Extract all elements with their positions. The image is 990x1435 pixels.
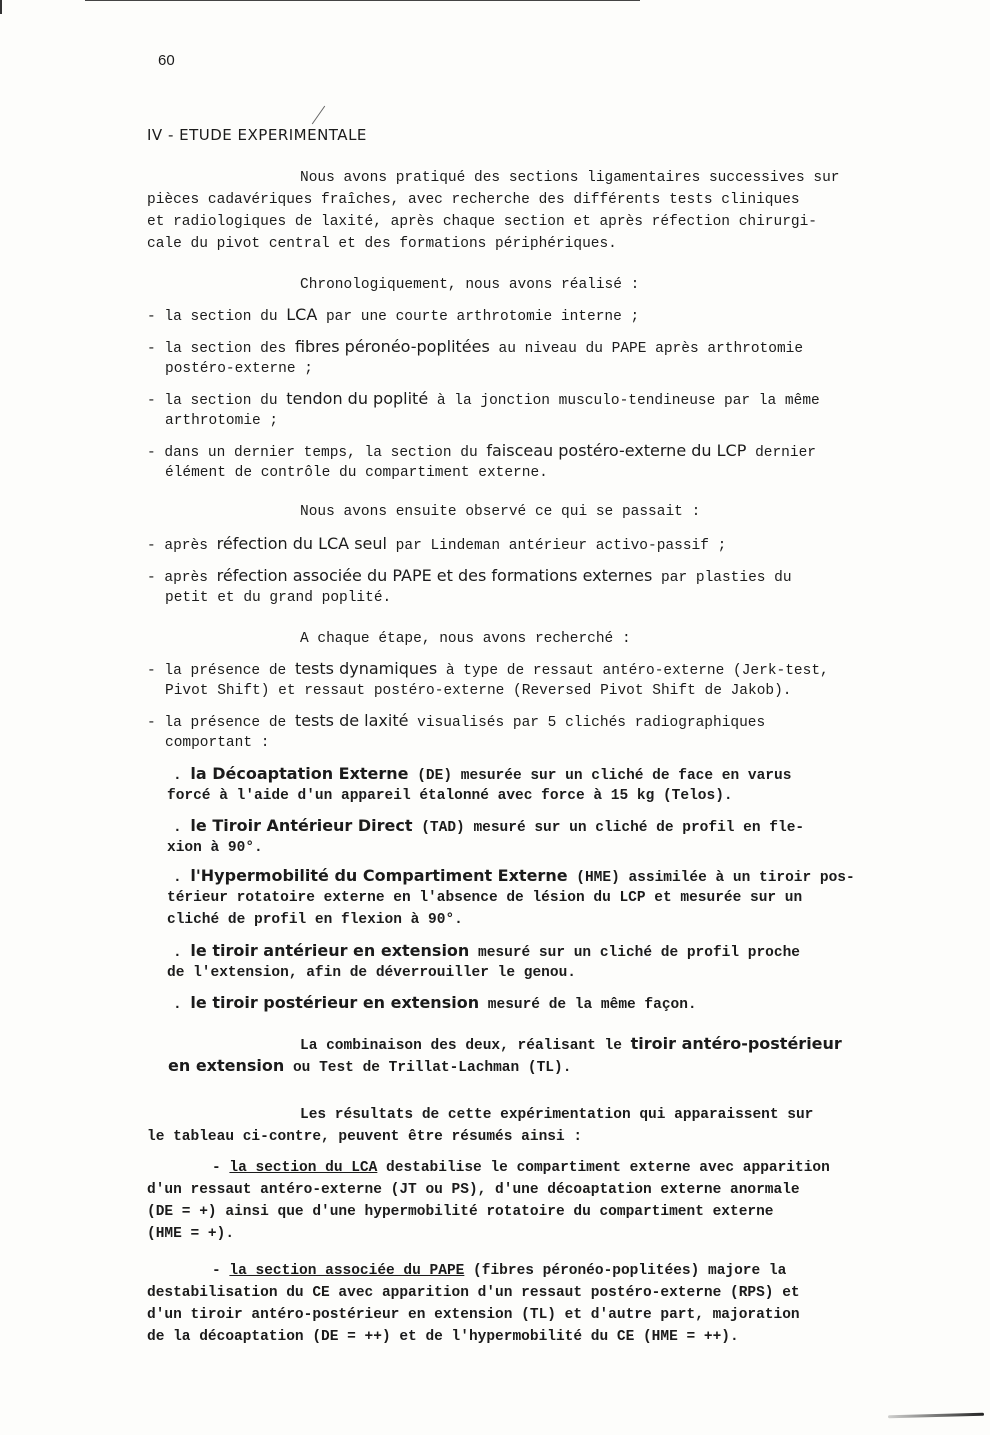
sub-item-4: . le tiroir antérieur en extension mesuré sur un cliché de profil proche — [173, 941, 800, 961]
sub-item-3-cont: térieur rotatoire externe en l'absence de lésion du LCP et mesurée sur un — [167, 890, 803, 906]
combo-line-2: en extension ou Test de Trillat-Lachman (TL). — [168, 1056, 572, 1076]
search-item-2-cont: comportant : — [165, 735, 270, 751]
result-1-line-4: (HME = +). — [147, 1226, 235, 1242]
result-1-line-3: (DE = +) ainsi que d'une hypermobilité rotatoire du compartiment externe — [147, 1204, 774, 1220]
obs-item-2: - après réfection associée du PAPE et des formations externes par plasties du — [147, 566, 792, 586]
sub-item-5: . le tiroir postérieur en extension mesuré de la même façon. — [173, 993, 697, 1013]
chrono-item-3-cont: arthrotomie ; — [165, 413, 279, 429]
results-intro-2: le tableau ci-contre, peuvent être résumés ainsi : — [147, 1129, 583, 1145]
sub-item-3-cont-2: cliché de profil en flexion à 90°. — [167, 912, 463, 928]
search-intro: A chaque étape, nous avons recherché : — [300, 631, 631, 647]
result-2: - la section associée du PAPE (fibres péronéo-poplitées) majore la — [212, 1263, 787, 1279]
sub-item-1-cont: forcé à l'aide d'un appareil étalonné avec force à 15 kg (Telos). — [167, 788, 733, 804]
obs-item-2-cont: petit et du grand poplité. — [165, 590, 392, 606]
chrono-item-2-cont: postéro-externe ; — [165, 361, 313, 377]
chrono-item-4-cont: élément de contrôle du compartiment externe. — [165, 465, 548, 481]
search-item-1: - la présence de tests dynamiques à type de ressaut antéro-externe (Jerk-test, — [147, 659, 829, 679]
sub-item-2-cont: xion à 90°. — [167, 840, 263, 856]
scan-corner-mark — [0, 0, 2, 14]
pen-stroke-mark — [888, 1413, 984, 1419]
combo-line-1: La combinaison des deux, réalisant le tiroir antéro-postérieur — [300, 1034, 842, 1054]
result-1: - la section du LCA destabilise le compartiment externe avec apparition — [212, 1160, 830, 1176]
page-number: 60 — [158, 52, 175, 69]
intro-line-3: et radiologiques de laxité, après chaque section et après réfection chirurgi- — [147, 214, 818, 230]
result-2-line-4: de la décoaptation (DE = ++) et de l'hypermobilité du CE (HME = ++). — [147, 1329, 739, 1345]
chrono-item-4: - dans un dernier temps, la section du faisceau postéro-externe du LCP dernier — [147, 441, 816, 461]
search-item-1-cont: Pivot Shift) et ressaut postéro-externe (Reversed Pivot Shift de Jakob). — [165, 683, 792, 699]
chrono-item-3: - la section du tendon du poplité à la jonction musculo-tendineuse par la même — [147, 389, 820, 409]
obs-item-1: - après réfection du LCA seul par Lindeman antérieur activo-passif ; — [147, 534, 727, 554]
obs-intro: Nous avons ensuite observé ce qui se passait : — [300, 504, 701, 520]
result-2-line-2: destabilisation du CE avec apparition d'un ressaut postéro-externe (RPS) et — [147, 1285, 800, 1301]
sub-item-3: . l'Hypermobilité du Compartiment Externe (HME) assimilée à un tiroir pos- — [173, 866, 855, 886]
search-item-2: - la présence de tests de laxité visualisés par 5 clichés radiographiques — [147, 711, 766, 731]
chrono-item-2: - la section des fibres péronéo-poplitées au niveau du PAPE après arthrotomie — [147, 337, 804, 357]
intro-line-2: pièces cadavériques fraîches, avec recherche des différents tests cliniques — [147, 192, 800, 208]
results-intro-1: Les résultats de cette expérimentation qui apparaissent sur — [300, 1107, 814, 1123]
pen-tick-mark — [312, 106, 325, 125]
top-rule — [85, 0, 640, 1]
section-title: IV - ETUDE EXPERIMENTALE — [147, 126, 367, 144]
sub-item-1: . la Décoaptation Externe (DE) mesurée sur un cliché de face en varus — [173, 764, 792, 784]
intro-line-1: Nous avons pratiqué des sections ligamentaires successives sur — [300, 170, 840, 186]
sub-item-4-cont: de l'extension, afin de déverrouiller le genou. — [167, 965, 576, 981]
sub-item-2: . le Tiroir Antérieur Direct (TAD) mesuré sur un cliché de profil en fle- — [173, 816, 805, 836]
intro-line-4: cale du pivot central et des formations périphériques. — [147, 236, 617, 252]
chrono-item-1: - la section du LCA par une courte arthrotomie interne ; — [147, 305, 640, 325]
result-1-line-2: d'un ressaut antéro-externe (JT ou PS), d'une décoaptation externe anormale — [147, 1182, 800, 1198]
result-2-line-3: d'un tiroir antéro-postérieur en extension (TL) et d'autre part, majoration — [147, 1307, 800, 1323]
chrono-intro: Chronologiquement, nous avons réalisé : — [300, 277, 640, 293]
